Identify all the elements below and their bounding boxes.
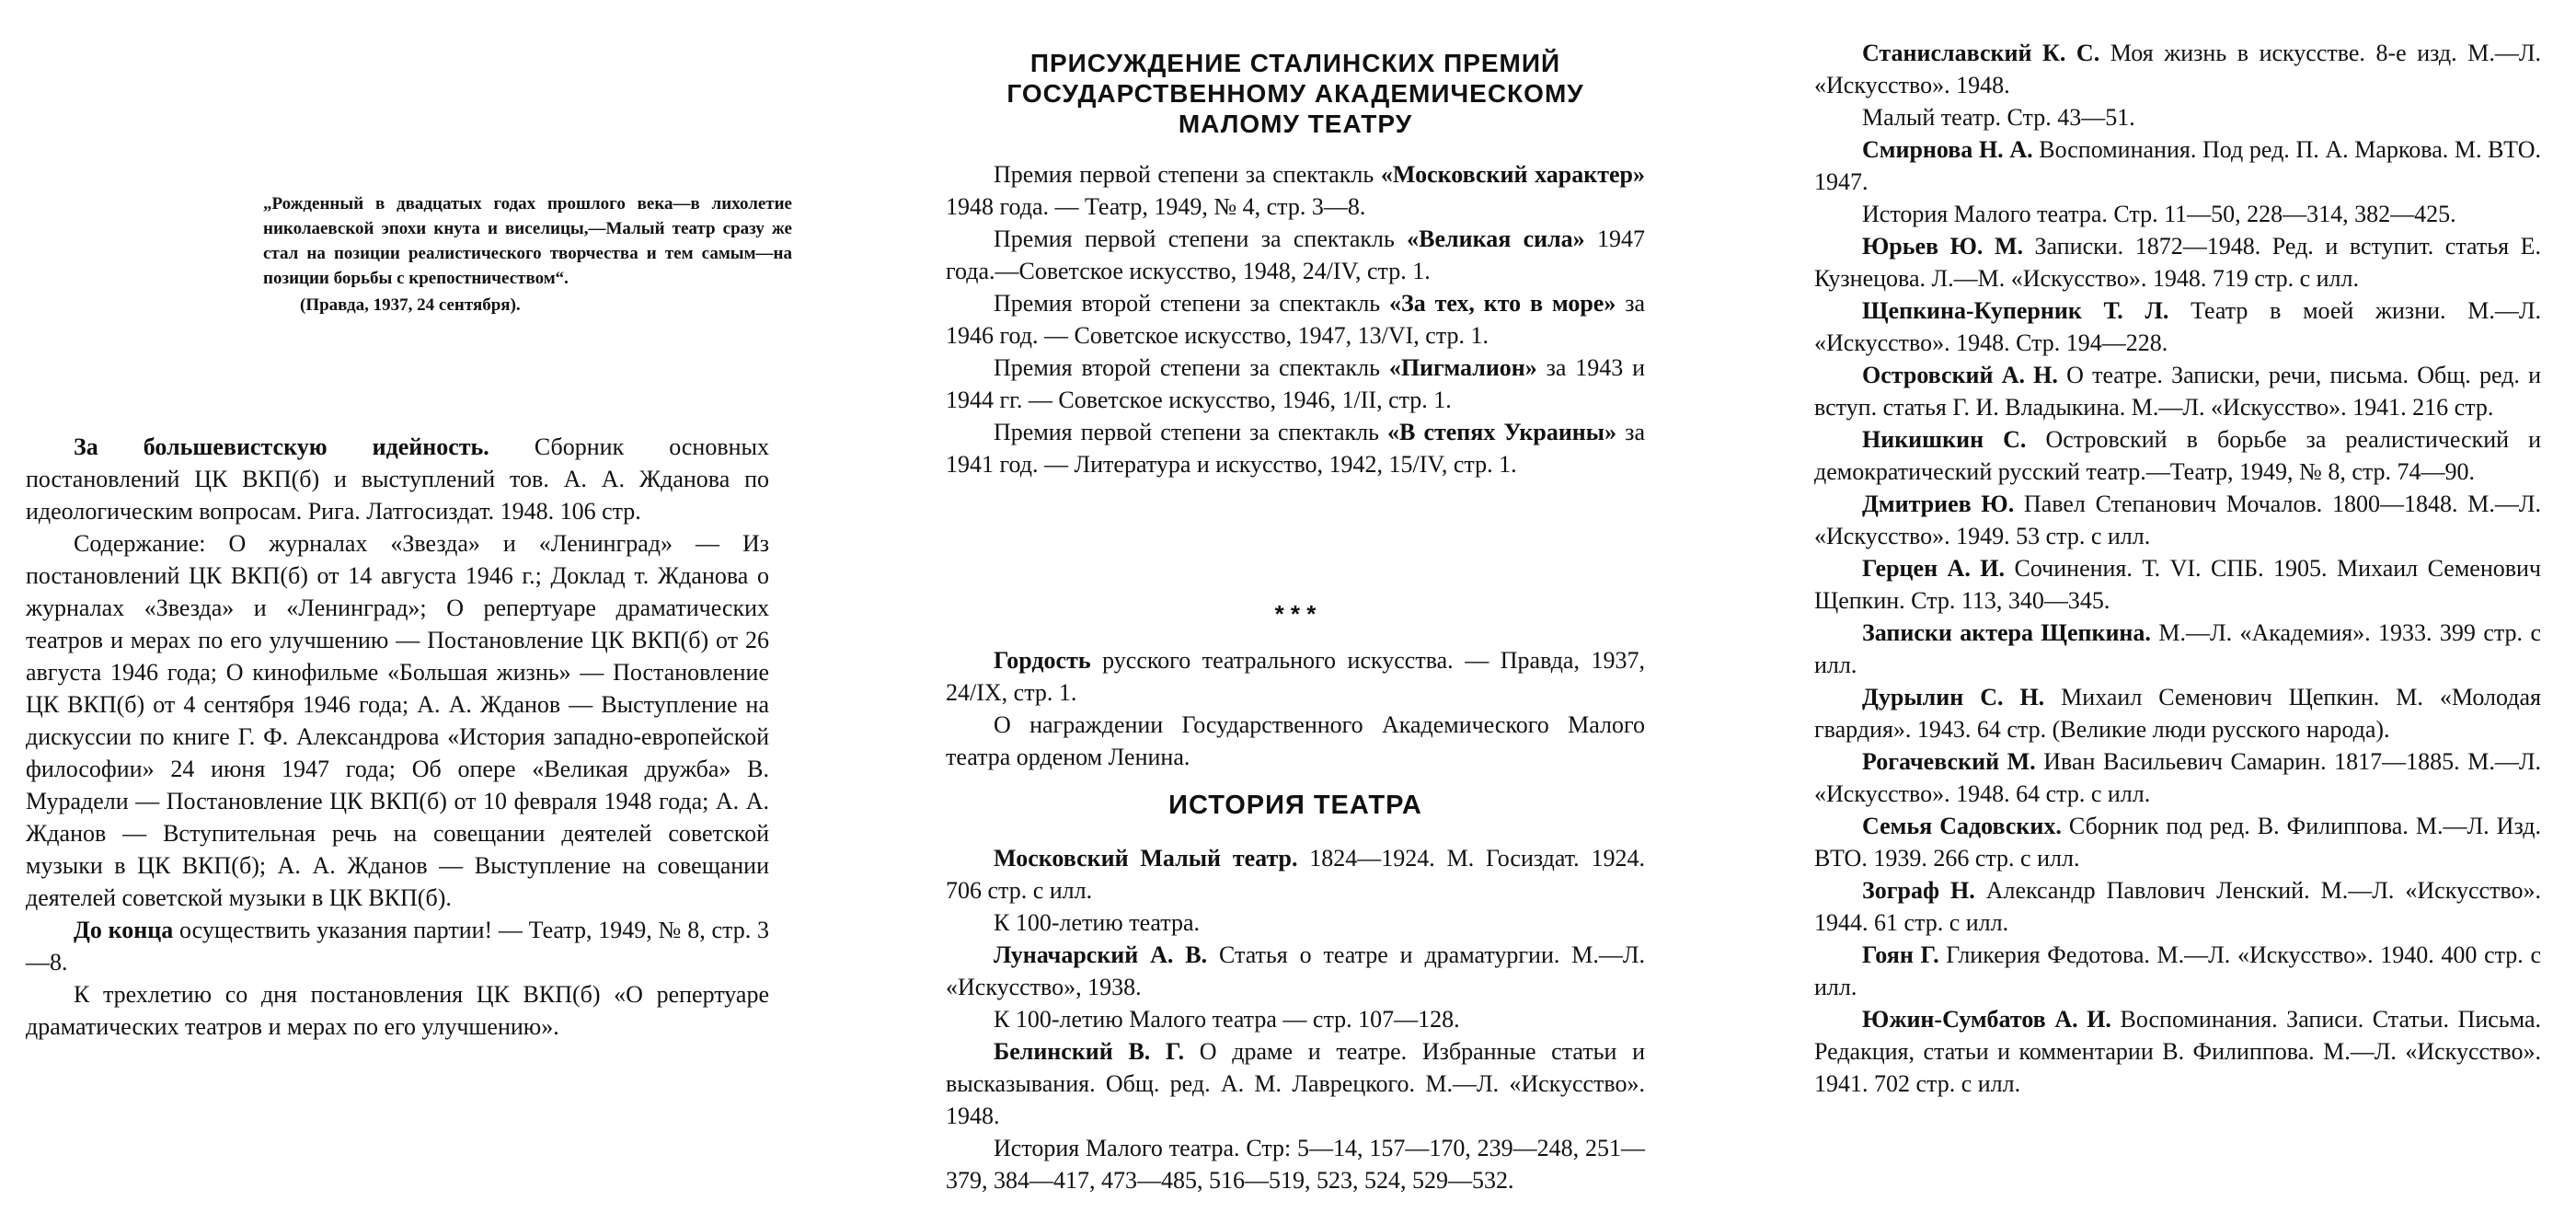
bibliography-entry: История Малого театра. Стр. 11—50, 228—314, 382—425.: [1862, 201, 2456, 227]
bibliography-entry: Гордость русского театрального искусства. — Правда, 1937, 24/IX, стр. 1.: [946, 647, 1645, 706]
bibliography-entry: Щепкина-Куперник Т. Л. Театр в моей жизни. М.—Л. «Искусство». 1948. Стр. 194—228.: [1814, 297, 2541, 356]
bibliography-entry: Дурылин С. Н. Михаил Семенович Щепкин. М. «Молодая гвардия». 1943. 64 стр. (Великие люди русского народа).: [1814, 684, 2541, 743]
prize-list: [946, 158, 1645, 480]
left-paragraphs: [26, 431, 769, 1043]
bibliography-entry: Дмитриев Ю. Павел Степанович Мочалов. 1800—1848. М.—Л. «Искусство». 1949. 53 стр. с илл.: [1814, 491, 2541, 549]
prize-entry: Премия первой степени за спектакль «Московский характер» 1948 года. — Театр, 1949, № 4, стр. 3—8.: [946, 161, 1645, 220]
prize-entry: Премия первой степени за спектакль «В степях Украины» за 1941 год. — Литература и искусство, 1942, 15/IV, стр. 1.: [946, 419, 1645, 478]
bibliography-entry: Малый театр. Стр. 43—51.: [1862, 104, 2135, 131]
bibliography-entry: Московский Малый театр. 1824—1924. М. Госиздат. 1924. 706 стр. с илл.: [946, 845, 1645, 904]
bibliography-entry: Луначарский А. В. Статья о театре и драматургии. М.—Л. «Искусство», 1938.: [946, 941, 1645, 1000]
pride-entries: [946, 644, 1645, 773]
bibliography-entry: История Малого театра. Стр: 5—14, 157—170, 239—248, 251—379, 384—417, 473—485, 516—519, 523, 524, 529—532.: [946, 1135, 1645, 1194]
prize-entry: Премия второй степени за спектакль «Пигмалион» за 1943 и 1944 гг. — Советское искусство, 1946, 1/II, стр. 1.: [946, 354, 1645, 413]
bibliography-entry: Южин-Сумбатов А. И. Воспоминания. Записи. Статьи. Письма. Редакция, статьи и комментарии В. Филиппова. М.—Л. «Искусство». 1941. 702 стр. с илл.: [1814, 1006, 2541, 1097]
epigraph: [263, 191, 792, 318]
bibliography-entry: К 100-летию театра.: [994, 909, 1201, 936]
bibliography-entry: Станиславский К. С. Моя жизнь в искусстве. 8-е изд. М.—Л. «Искусство». 1948.: [1814, 40, 2541, 98]
bibliography-entry: Белинский В. Г. О драме и театре. Избранные статьи и высказывания. Общ. ред. А. М. Лаврецкого. М.—Л. «Искусство». 1948.: [946, 1038, 1646, 1129]
section-title-history: ИСТОРИЯ ТЕАТРА: [1168, 791, 1422, 820]
paragraph: За большевистскую идейность. Сборник основных постановлений ЦК ВКП(б) и выступлений тов. А. А. Жданова по идеологическим вопросам. Рига. Латгосиздат. 1948. 106 стр.: [26, 433, 769, 525]
bibliography-entry: Юрьев Ю. М. Записки. 1872—1948. Ред. и вступит. статья Е. Кузнецова. Л.—М. «Искусство». 1948. 719 стр. с илл.: [1814, 233, 2541, 292]
bibliography-list: [1814, 37, 2541, 1100]
prize-entry: Премия первой степени за спектакль «Великая сила» 1947 года.—Советское искусство, 1948, 24/IV, стр. 1.: [946, 225, 1645, 284]
bibliography-entry: Зограф Н. Александр Павлович Ленский. М.—Л. «Искусство». 1944. 61 стр. с илл.: [1814, 877, 2542, 936]
paragraph: До конца осуществить указания партии! — Театр, 1949, № 8, стр. 3—8.: [26, 917, 769, 976]
epigraph-source: (Правда, 1937, 24 сентября).: [300, 295, 521, 315]
bibliography-entry: Островский А. Н. О театре. Записки, речи, письма. Общ. ред. и вступ. статья Г. И. Владыкина. М.—Л. «Искусство». 1941. 216 стр.: [1814, 362, 2541, 421]
prize-entry: Премия второй степени за спектакль «За тех, кто в море» за 1946 год. — Советское искусство, 1947, 13/VI, стр. 1.: [946, 290, 1646, 349]
bibliography-entry: К 100-летию Малого театра — стр. 107—128.: [994, 1006, 1460, 1033]
bibliography-entry: Никишкин С. Островский в борьбе за реалистический и демократический русский театр.—Театр, 1949, № 8, стр. 74—90.: [1814, 426, 2541, 485]
paragraph: Содержание: О журналах «Звезда» и «Ленинград» — Из постановлений ЦК ВКП(б) от 14 августа 1946 г.; Доклад т. Жданова о журналах «Звезда» и «Ленинград»; О репертуаре драматических театров и мерах по его улучшению — Постановление ЦК ВКП(б) от 26 августа 1946 года; О кинофильме «Большая жизнь» — Постановление ЦК ВКП(б) от 4 сентября 1946 года; А. А. Жданов — Выступление на дискуссии по книге Г. Ф. Александрова «История западно-европейской философии» 24 июня 1947 года; Об опере «Великая дружба» В. Мурадели — Постановление ЦК ВКП(б) от 10 февраля 1948 года; А. А. Жданов — Вступительная речь на совещании деятелей советской музыки в ЦК ВКП(б); А. А. Жданов — Выступление на совещании деятелей советской музыки в ЦК ВКП(б).: [26, 530, 769, 911]
bibliography-entry: Смирнова Н. А. Воспоминания. Под ред. П. А. Маркова. М. ВТО. 1947.: [1814, 136, 2541, 195]
bibliography-entry: Рогачевский М. Иван Васильевич Самарин. 1817—1885. М.—Л. «Искусство». 1948. 64 стр. с илл.: [1814, 748, 2541, 807]
section-title-stalin-prizes: ПРИСУЖДЕНИЕ СТАЛИНСКИХ ПРЕМИЙ ГОСУДАРСТВЕННОМУ АКАДЕМИЧЕСКОМУ МАЛОМУ ТЕАТРУ: [1006, 49, 1584, 138]
paragraph: К трехлетию со дня постановления ЦК ВКП(б) «О репертуаре драматических театров и мерах по его улучшению».: [26, 981, 769, 1040]
history-entries: [946, 842, 1645, 1196]
bibliography-entry: Семья Садовских. Сборник под ред. В. Филиппова. М.—Л. Изд. ВТО. 1939. 266 стр. с илл.: [1814, 813, 2541, 872]
bibliography-entry: Гоян Г. Гликерия Федотова. М.—Л. «Искусство». 1940. 400 стр. с илл.: [1814, 941, 2541, 1000]
bibliography-entry: Записки актера Щепкина. М.—Л. «Академия». 1933. 399 стр. с илл.: [1814, 619, 2541, 678]
asterisk-divider: * * *: [1274, 600, 1317, 628]
bibliography-entry: О награждении Государственного Академического Малого театра орденом Ленина.: [946, 711, 1645, 770]
epigraph-quote: „Рожденный в двадцатых годах прошлого века—в лихолетие николаевской эпохи кнута и виселицы,—Малый театр сразу же стал на позиции реалистического творчества и тем самым—на позиции борьбы с крепостничеством“.: [263, 194, 792, 288]
bibliography-entry: Герцен А. И. Сочинения. Т. VI. СПБ. 1905. Михаил Семенович Щепкин. Стр. 113, 340—345.: [1814, 555, 2541, 614]
